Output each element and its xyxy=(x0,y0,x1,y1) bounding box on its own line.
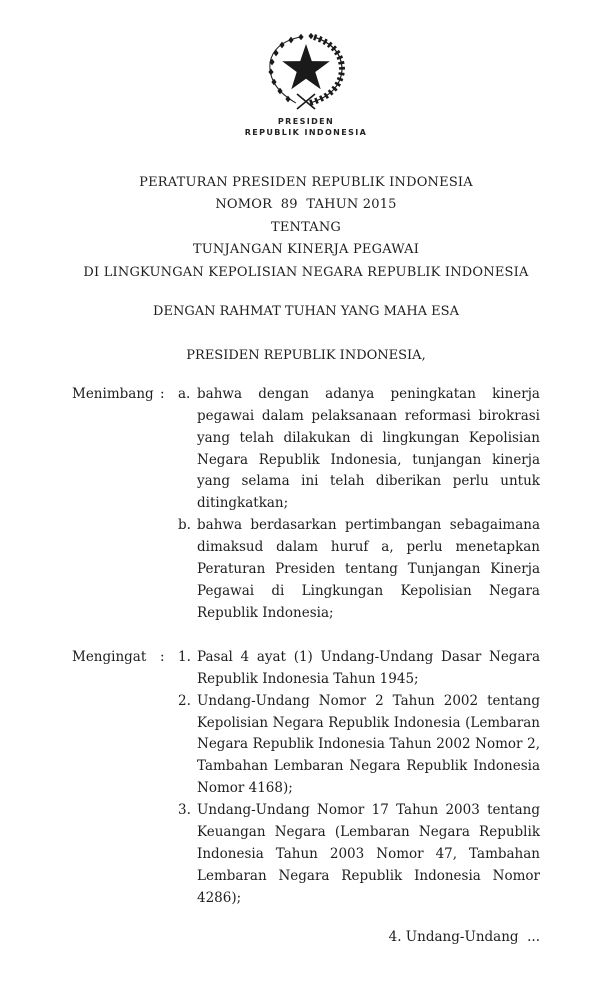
item-marker: b. xyxy=(178,517,191,534)
title-line-regulation: PERATURAN PRESIDEN REPUBLIK INDONESIA xyxy=(139,175,473,190)
item-marker: 2. xyxy=(178,692,191,709)
item-marker: a. xyxy=(178,385,191,402)
section-colon: : xyxy=(160,385,165,402)
enacting-authority-line: PRESIDEN REPUBLIK INDONESIA, xyxy=(186,348,426,364)
regulation-title-block xyxy=(72,172,540,284)
item-text: Pasal 4 ayat (1) Undang-Undang Dasar Negara Republik Indonesia Tahun 1945; xyxy=(197,648,540,687)
page-continuation-catchword: 4. Undang-Undang ... xyxy=(388,928,540,945)
letterhead-org-line2: REPUBLIK INDONESIA xyxy=(244,128,368,137)
item-text: bahwa dengan adanya peningkatan kinerja pegawai dalam pelaksanaan reformasi birokrasi yang telah dilakukan di lingkungan Kepolisian Negara Republik Indonesia, tunjangan kinerja yang selama ini telah diberikan perlu untuk ditingkatkan; xyxy=(197,385,540,512)
invocation-line: DENGAN RAHMAT TUHAN YANG MAHA ESA xyxy=(153,304,459,320)
mengingat-items xyxy=(178,647,540,910)
menimbang-item-a xyxy=(178,384,540,515)
item-text: Undang-Undang Nomor 17 Tahun 2003 tentang Keuangan Negara (Lembaran Negara Republik Indonesia Tahun 2003 Nomor 47, Tambahan Lembaran Negara Republik Indonesia Nomor 4286); xyxy=(197,802,540,906)
item-marker: 1. xyxy=(178,648,191,665)
title-line-tentang: TENTANG xyxy=(270,219,342,235)
letterhead-org-line1: PRESIDEN xyxy=(277,117,335,126)
title-line-subject: TUNJANGAN KINERJA PEGAWAI xyxy=(192,242,420,258)
section-colon: : xyxy=(160,648,165,665)
section-label-mengingat: Mengingat xyxy=(72,648,147,665)
mengingat-item-2 xyxy=(178,691,540,801)
item-text: Undang-Undang Nomor 2 Tahun 2002 tentang Kepolisian Negara Republik Indonesia (Lembaran Negara Republik Indonesia Tahun 2002 Nomor 2, Tambahan Lembaran Negara Republik Indonesia Nomor 4168); xyxy=(197,692,540,797)
section-label-menimbang: Menimbang xyxy=(72,385,154,402)
item-marker: 3. xyxy=(178,802,191,819)
item-text: bahwa berdasarkan pertimbangan sebagaimana dimaksud dalam huruf a, perlu menetapkan Peraturan Presiden tentang Tunjangan Kinerja Pegawai di Lingkungan Kepolisian Negara Republik Indonesia; xyxy=(197,517,540,621)
letterhead xyxy=(72,0,540,138)
mengingat-item-1 xyxy=(178,647,540,691)
title-line-number: NOMOR 89 TAHUN 2015 xyxy=(215,197,397,213)
mengingat-item-3 xyxy=(178,800,540,910)
section-menimbang xyxy=(72,384,540,625)
presidential-star-emblem-icon xyxy=(250,33,362,113)
title-line-scope: DI LINGKUNGAN KEPOLISIAN NEGARA REPUBLIK INDONESIA xyxy=(83,264,529,280)
menimbang-item-b xyxy=(178,515,540,625)
preamble-sections xyxy=(72,384,540,910)
section-mengingat xyxy=(72,647,540,910)
menimbang-items xyxy=(178,384,540,625)
